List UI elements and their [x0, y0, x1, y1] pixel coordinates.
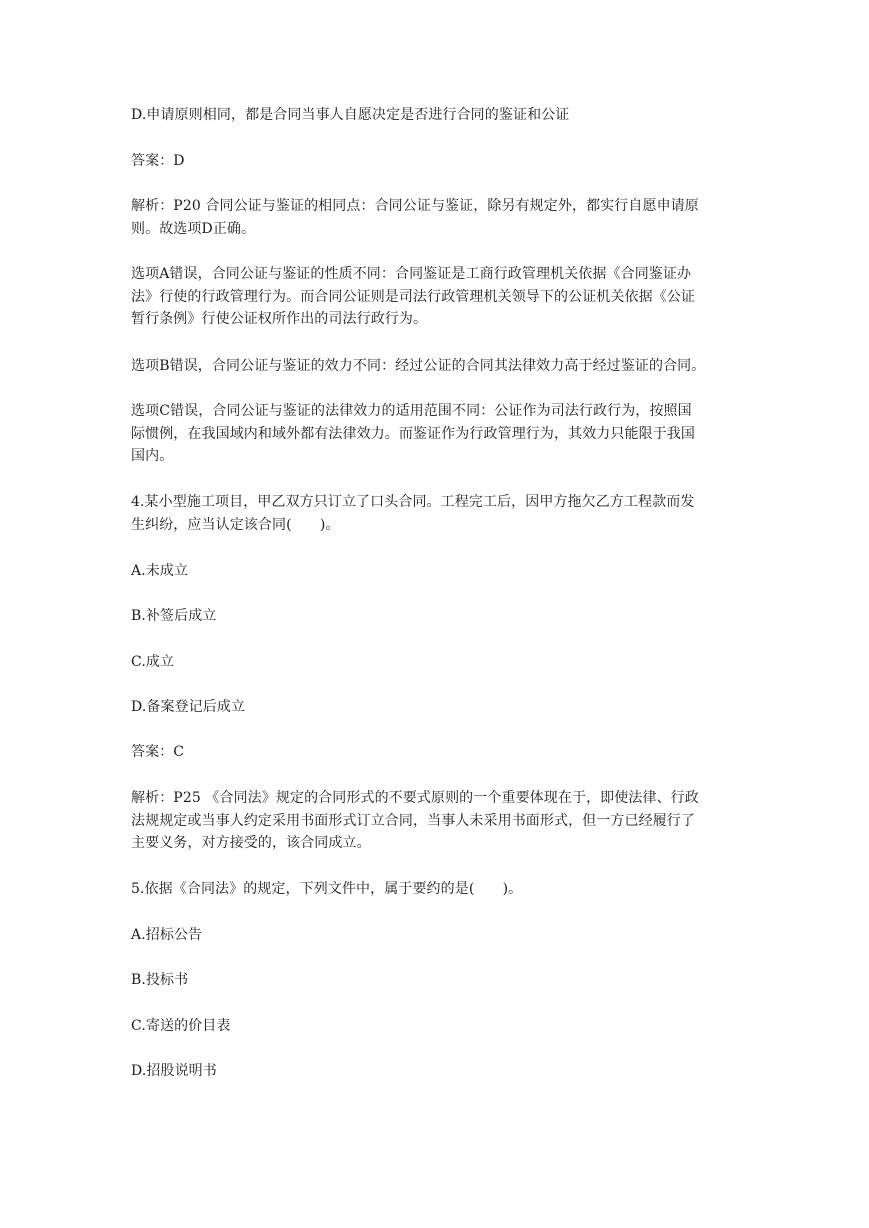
- question-4-explanation: [131, 787, 743, 855]
- text-line: 际惯例，在我国域内和域外都有法律效力。而鉴证作为行政管理行为，其效力只能限于我国: [131, 425, 695, 442]
- question-4-option-d: [131, 696, 743, 719]
- text-line: 选项C错误，合同公证与鉴证的法律效力的适用范围不同：公证作为司法行政行为，按照国: [131, 403, 692, 419]
- text-line: A.未成立: [131, 563, 189, 579]
- text-line: 5.依据《合同法》的规定，下列文件中，属于要约的是( )。: [131, 881, 523, 897]
- text-line: C.成立: [131, 654, 175, 670]
- text-line: 答案：C: [131, 744, 185, 760]
- text-line: D.招股说明书: [131, 1063, 217, 1079]
- text-line: 解析：P25 《合同法》规定的合同形式的不要式原则的一个重要体现在于，即使法律、行政: [131, 790, 699, 806]
- question-4-option-b: [131, 605, 743, 628]
- text-line: 法》行使的行政管理行为。而合同公证则是司法行政管理机关领导下的公证机关依据《公证: [131, 288, 695, 305]
- option-d-previous-question: [131, 104, 743, 127]
- text-line: D.申请原则相同，都是合同当事人自愿决定是否进行合同的鉴证和公证: [131, 107, 570, 123]
- text-line: 国内。: [131, 448, 174, 464]
- option-b-analysis: [131, 355, 743, 378]
- text-line: 生纠纷，应当认定该合同( )。: [131, 516, 340, 533]
- option-c-analysis: [131, 400, 743, 468]
- text-line: 法规规定或当事人约定采用书面形式订立合同，当事人未采用书面形式，但一方已经履行了: [131, 812, 695, 829]
- explanation-previous-question: [131, 195, 743, 240]
- text-line: A.招标公告: [131, 927, 203, 943]
- text-line: 选项B错误，合同公证与鉴证的效力不同：经过公证的合同其法律效力高于经过鉴证的合同。: [131, 358, 706, 374]
- text-line: 则。故选项D正确。: [131, 220, 256, 237]
- text-line: 答案：D: [131, 153, 185, 169]
- answer-previous-question: [131, 150, 743, 173]
- text-line: B.补签后成立: [131, 608, 217, 624]
- question-4-option-c: [131, 651, 743, 674]
- option-a-analysis: [131, 263, 743, 331]
- question-5-option-b: [131, 969, 743, 992]
- text-line: 主要义务，对方接受的，该合同成立。: [131, 835, 371, 851]
- text-line: D.备案登记后成立: [131, 699, 246, 715]
- text-line: 解析：P20 合同公证与鉴证的相同点：合同公证与鉴证，除另有规定外，都实行自愿申请原: [131, 198, 699, 214]
- text-line: B.投标书: [131, 972, 189, 988]
- question-4-option-a: [131, 560, 743, 583]
- text-line: 4.某小型施工项目，甲乙双方只订立了口头合同。工程完工后，因甲方拖欠乙方工程款而发: [131, 494, 695, 510]
- text-line: C.寄送的价目表: [131, 1018, 231, 1034]
- question-5-option-d: [131, 1060, 743, 1083]
- text-line: 选项A错误，合同公证与鉴证的性质不同：合同鉴证是工商行政管理机关依据《合同鉴证办: [131, 266, 692, 282]
- text-line: 暂行条例》行使公证权所作出的司法行政行为。: [131, 311, 428, 327]
- question-4: [131, 491, 743, 536]
- question-4-answer: [131, 741, 743, 764]
- question-5-option-c: [131, 1015, 743, 1038]
- question-5: [131, 878, 743, 901]
- question-5-option-a: [131, 924, 743, 947]
